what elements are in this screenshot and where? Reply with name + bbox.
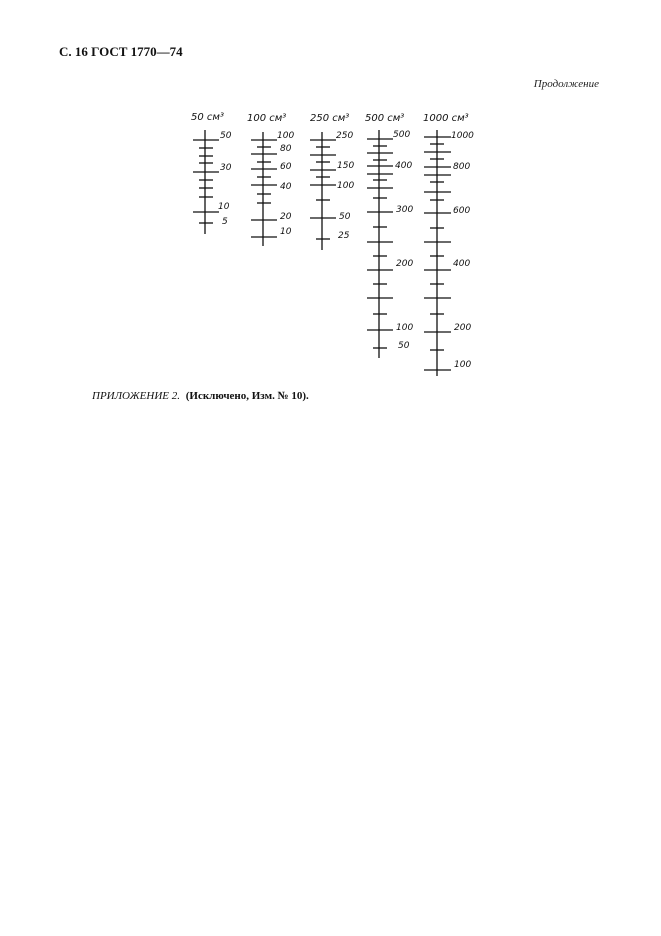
scale-tick-label: 10 <box>280 227 292 237</box>
scale-tick-label: 200 <box>396 259 414 269</box>
scale-tick-label: 100 <box>396 323 414 333</box>
scale-tick-label: 500 <box>393 130 411 140</box>
scale-tick-label: 10 <box>218 202 230 212</box>
scale-volume-label: 50 см³ <box>191 112 224 123</box>
scale-tick-label: 60 <box>280 162 292 172</box>
scale-tick-label: 300 <box>396 205 414 215</box>
scale-tick-label: 80 <box>280 144 292 154</box>
scale-tick-label: 5 <box>222 217 228 227</box>
scale-tick-label: 50 <box>398 341 410 351</box>
scale-volume-label: 500 см³ <box>365 113 405 124</box>
annex-title: ПРИЛОЖЕНИЕ 2. <box>92 390 180 402</box>
annex-line <box>92 390 309 402</box>
scale-tick-label: 30 <box>220 163 232 173</box>
page-header: С. 16 ГОСТ 1770—74 <box>59 44 183 59</box>
continuation-label: Продолжение <box>533 78 599 90</box>
scale-volume-label: 250 см³ <box>310 113 350 124</box>
scale-100 <box>251 132 277 246</box>
scale-tick-label: 400 <box>453 259 471 269</box>
scale-tick-label: 600 <box>453 206 471 216</box>
scale-tick-label: 250 <box>336 131 354 141</box>
graduation-scales-figure <box>0 0 661 400</box>
scale-tick-label: 150 <box>337 161 355 171</box>
scale-250 <box>310 132 336 250</box>
scale-50 <box>193 130 219 234</box>
scale-tick-label: 400 <box>395 161 413 171</box>
scale-tick-label: 25 <box>338 231 350 241</box>
scale-tick-label: 40 <box>280 182 292 192</box>
scale-volume-label: 1000 см³ <box>423 113 469 124</box>
scale-volume-label: 100 см³ <box>247 113 287 124</box>
scale-500 <box>367 130 393 358</box>
scale-tick-label: 200 <box>454 323 472 333</box>
scale-tick-label: 20 <box>280 212 292 222</box>
scale-tick-label: 100 <box>454 360 472 370</box>
annex-note: (Исключено, Изм. № 10). <box>185 390 309 402</box>
scale-tick-label: 800 <box>453 162 471 172</box>
scale-tick-label: 100 <box>337 181 355 191</box>
scale-tick-label: 50 <box>339 212 351 222</box>
scale-tick-label: 50 <box>220 131 232 141</box>
scale-tick-label: 100 <box>277 131 295 141</box>
scale-tick-label: 1000 <box>451 131 474 141</box>
scale-1000 <box>424 130 451 376</box>
